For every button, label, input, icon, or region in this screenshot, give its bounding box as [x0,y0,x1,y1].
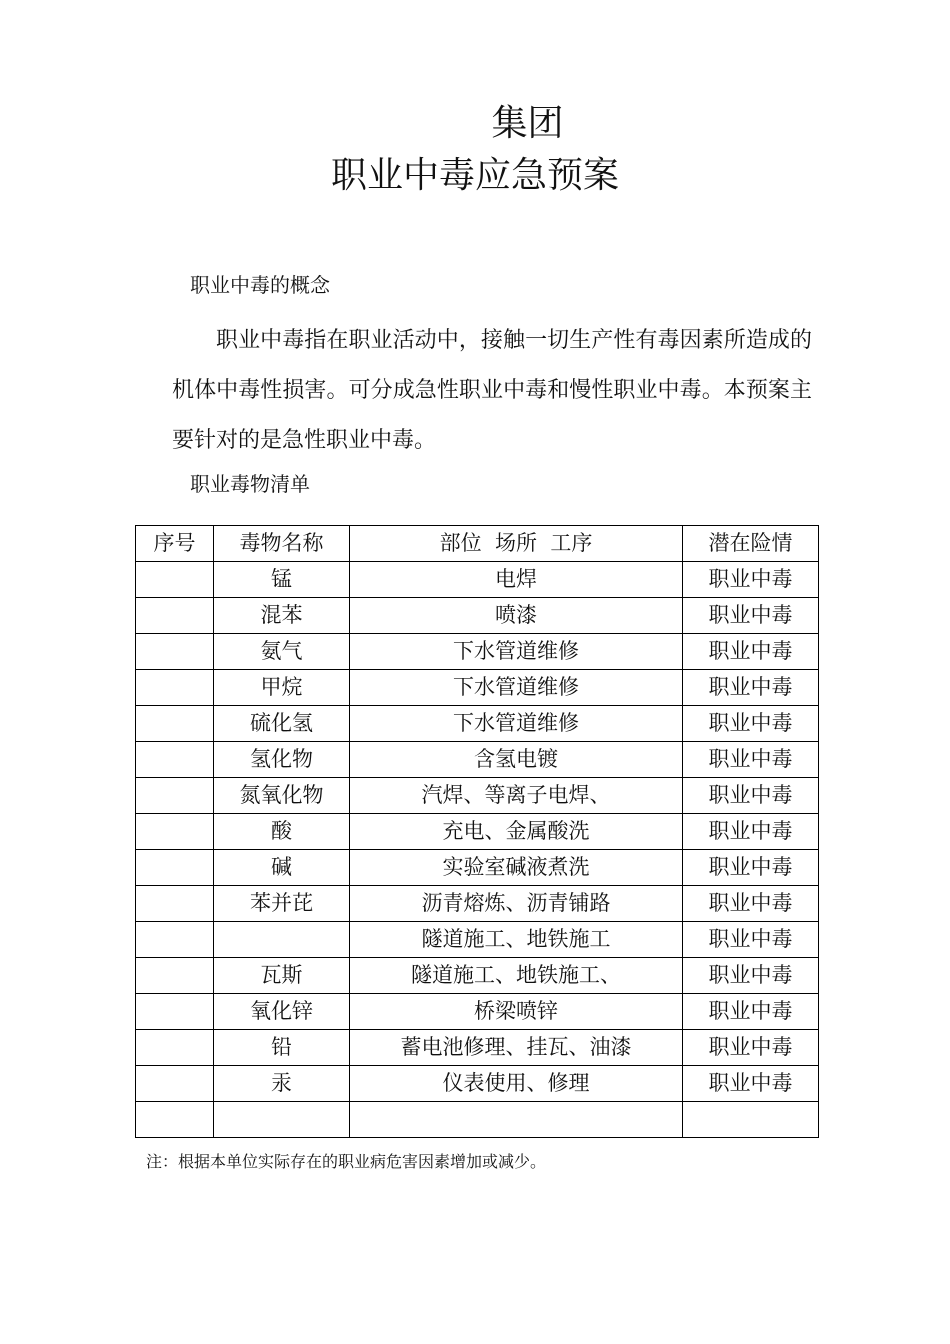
serial-cell [136,958,214,994]
toxin-name-cell: 氢化物 [214,742,350,778]
hazard-cell [683,1102,819,1138]
location-process-cell: 喷漆 [350,598,683,634]
location-process-cell: 充电、金属酸洗 [350,814,683,850]
table-row [136,742,819,778]
toxin-name-cell: 氮氧化物 [214,778,350,814]
document-title-line2: 职业中毒应急预案 [330,155,619,196]
table-row [136,994,819,1030]
hazard-cell: 职业中毒 [683,994,819,1030]
location-process-cell: 含氢电镀 [350,742,683,778]
hazard-cell: 职业中毒 [683,598,819,634]
location-process-cell: 仪表使用、修理 [350,1066,683,1102]
toxin-name-cell [214,1102,350,1138]
hazard-cell: 职业中毒 [683,814,819,850]
serial-cell [136,922,214,958]
table-row [136,1030,819,1066]
location-process-cell: 汽焊、等离子电焊、 [350,778,683,814]
location-process-cell: 桥梁喷锌 [350,994,683,1030]
header-toxin-name-cell: 毒物名称 [214,526,350,562]
serial-cell [136,886,214,922]
serial-cell [136,850,214,886]
table-header-row [136,526,819,562]
table-row [136,958,819,994]
toxin-name-cell: 混苯 [214,598,350,634]
hazard-cell: 职业中毒 [683,886,819,922]
toxin-name-cell: 甲烷 [214,670,350,706]
location-process-cell: 蓄电池修理、挂瓦、油漆 [350,1030,683,1066]
location-process-cell: 下水管道维修 [350,670,683,706]
serial-cell [136,1066,214,1102]
serial-cell [136,670,214,706]
toxin-name-cell: 氨气 [214,634,350,670]
toxin-name-cell [214,922,350,958]
hazard-cell: 职业中毒 [683,850,819,886]
serial-cell [136,1102,214,1138]
hazard-cell: 职业中毒 [683,922,819,958]
hazard-cell: 职业中毒 [683,706,819,742]
table-row [136,1102,819,1138]
serial-cell [136,562,214,598]
table-row [136,886,819,922]
header-location-process-cell: 部位 场所 工序 [350,526,683,562]
toxin-table-body [136,526,819,1138]
section-heading-concept: 职业中毒的概念 [190,273,330,297]
toxin-name-cell: 瓦斯 [214,958,350,994]
hazard-cell: 职业中毒 [683,958,819,994]
toxin-name-cell: 碱 [214,850,350,886]
table-row [136,670,819,706]
serial-cell [136,706,214,742]
table-row [136,850,819,886]
hazard-cell: 职业中毒 [683,1066,819,1102]
hazard-cell: 职业中毒 [683,634,819,670]
table-note: 注：根据本单位实际存在的职业病危害因素增加或减少。 [146,1152,547,1171]
table-row [136,778,819,814]
table-row [136,634,819,670]
serial-cell [136,994,214,1030]
table-row [136,814,819,850]
toxin-name-cell: 氧化锌 [214,994,350,1030]
toxin-name-cell: 酸 [214,814,350,850]
hazard-cell: 职业中毒 [683,670,819,706]
location-process-cell [350,1102,683,1138]
hazard-cell: 职业中毒 [683,1030,819,1066]
hazard-cell: 职业中毒 [683,778,819,814]
table-row [136,922,819,958]
location-process-cell: 下水管道维修 [350,634,683,670]
location-process-cell: 实验室碱液煮洗 [350,850,683,886]
serial-cell [136,814,214,850]
serial-cell [136,1030,214,1066]
section-heading-toxin-list: 职业毒物清单 [190,472,310,496]
toxin-name-cell: 锰 [214,562,350,598]
toxin-name-cell: 硫化氢 [214,706,350,742]
toxin-name-cell: 汞 [214,1066,350,1102]
toxin-name-cell: 苯并芘 [214,886,350,922]
header-serial-cell: 序号 [136,526,214,562]
toxin-table [135,525,819,1138]
concept-paragraph: 职业中毒指在职业活动中，接触一切生产性有毒因素所造成的机体中毒性损害。可分成急性职业中毒和慢性职业中毒。本预案主要针对的是急性职业中毒。 [172,328,812,453]
header-hazard-cell: 潜在险情 [683,526,819,562]
serial-cell [136,598,214,634]
location-process-cell: 沥青熔炼、沥青铺路 [350,886,683,922]
hazard-cell: 职业中毒 [683,742,819,778]
document-title-line1: 集团 [491,103,564,144]
location-process-cell: 隧道施工、地铁施工、 [350,958,683,994]
table-row [136,1066,819,1102]
location-process-cell: 下水管道维修 [350,706,683,742]
table-row [136,706,819,742]
hazard-cell: 职业中毒 [683,562,819,598]
serial-cell [136,634,214,670]
location-process-cell: 隧道施工、地铁施工 [350,922,683,958]
table-row [136,598,819,634]
location-process-cell: 电焊 [350,562,683,598]
serial-cell [136,778,214,814]
table-row [136,562,819,598]
toxin-name-cell: 铅 [214,1030,350,1066]
serial-cell [136,742,214,778]
